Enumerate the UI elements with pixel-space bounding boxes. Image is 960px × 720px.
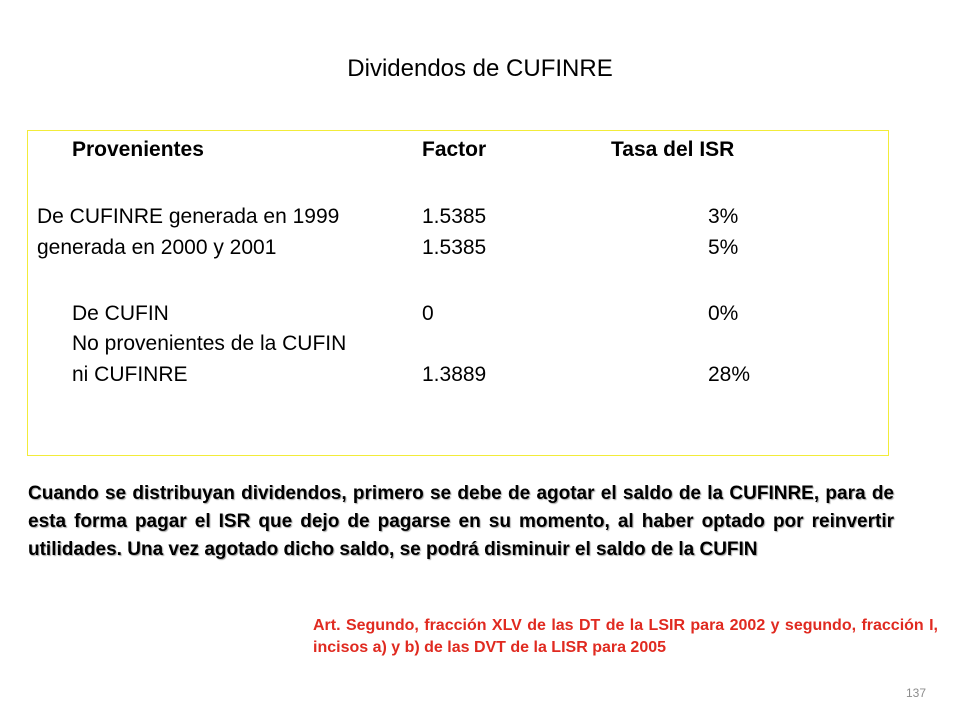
page-number: 137 (906, 686, 927, 700)
row-label-no-provenientes-line2: ni CUFINRE (72, 363, 188, 386)
row-factor-no-provenientes: 1.3889 (422, 363, 487, 386)
explanation-paragraph: Cuando se distribuyan dividendos, primero se debe de agotar el saldo de la CUFINRE, para de esta forma pagar el ISR que dejo de pagarse en su momento, al haber optado por reinvertir utilidades. Una vez agotado dicho saldo, se podrá disminuir el saldo de la CUFIN (28, 483, 894, 560)
row-tasa-no-provenientes: 28% (708, 363, 751, 386)
header-factor: Factor (422, 138, 487, 161)
row-label-2000-2001: generada en 2000 y 2001 (37, 236, 277, 259)
row-label-cufin: De CUFIN (72, 302, 169, 325)
row-tasa-2000-2001: 5% (708, 236, 739, 259)
header-provenientes: Provenientes (72, 138, 204, 161)
row-factor-cufinre-1999: 1.5385 (422, 205, 487, 228)
row-tasa-cufinre-1999: 3% (708, 205, 739, 228)
dividend-factor-table (27, 130, 889, 456)
legal-reference: Art. Segundo, fracción XLV de las DT de la LSIR para 2002 y segundo, fracción I, incisos a) y b) de las DVT de la LISR para 2005 (313, 617, 938, 656)
slide-title: Dividendos de CUFINRE (347, 55, 613, 82)
row-factor-cufin: 0 (422, 302, 434, 325)
header-tasa-isr: Tasa del ISR (611, 138, 735, 161)
row-label-cufinre-1999: De CUFINRE generada en 1999 (37, 205, 340, 228)
row-tasa-cufin: 0% (708, 302, 739, 325)
row-factor-2000-2001: 1.5385 (422, 236, 487, 259)
row-label-no-provenientes-line1: No provenientes de la CUFIN (72, 332, 347, 355)
